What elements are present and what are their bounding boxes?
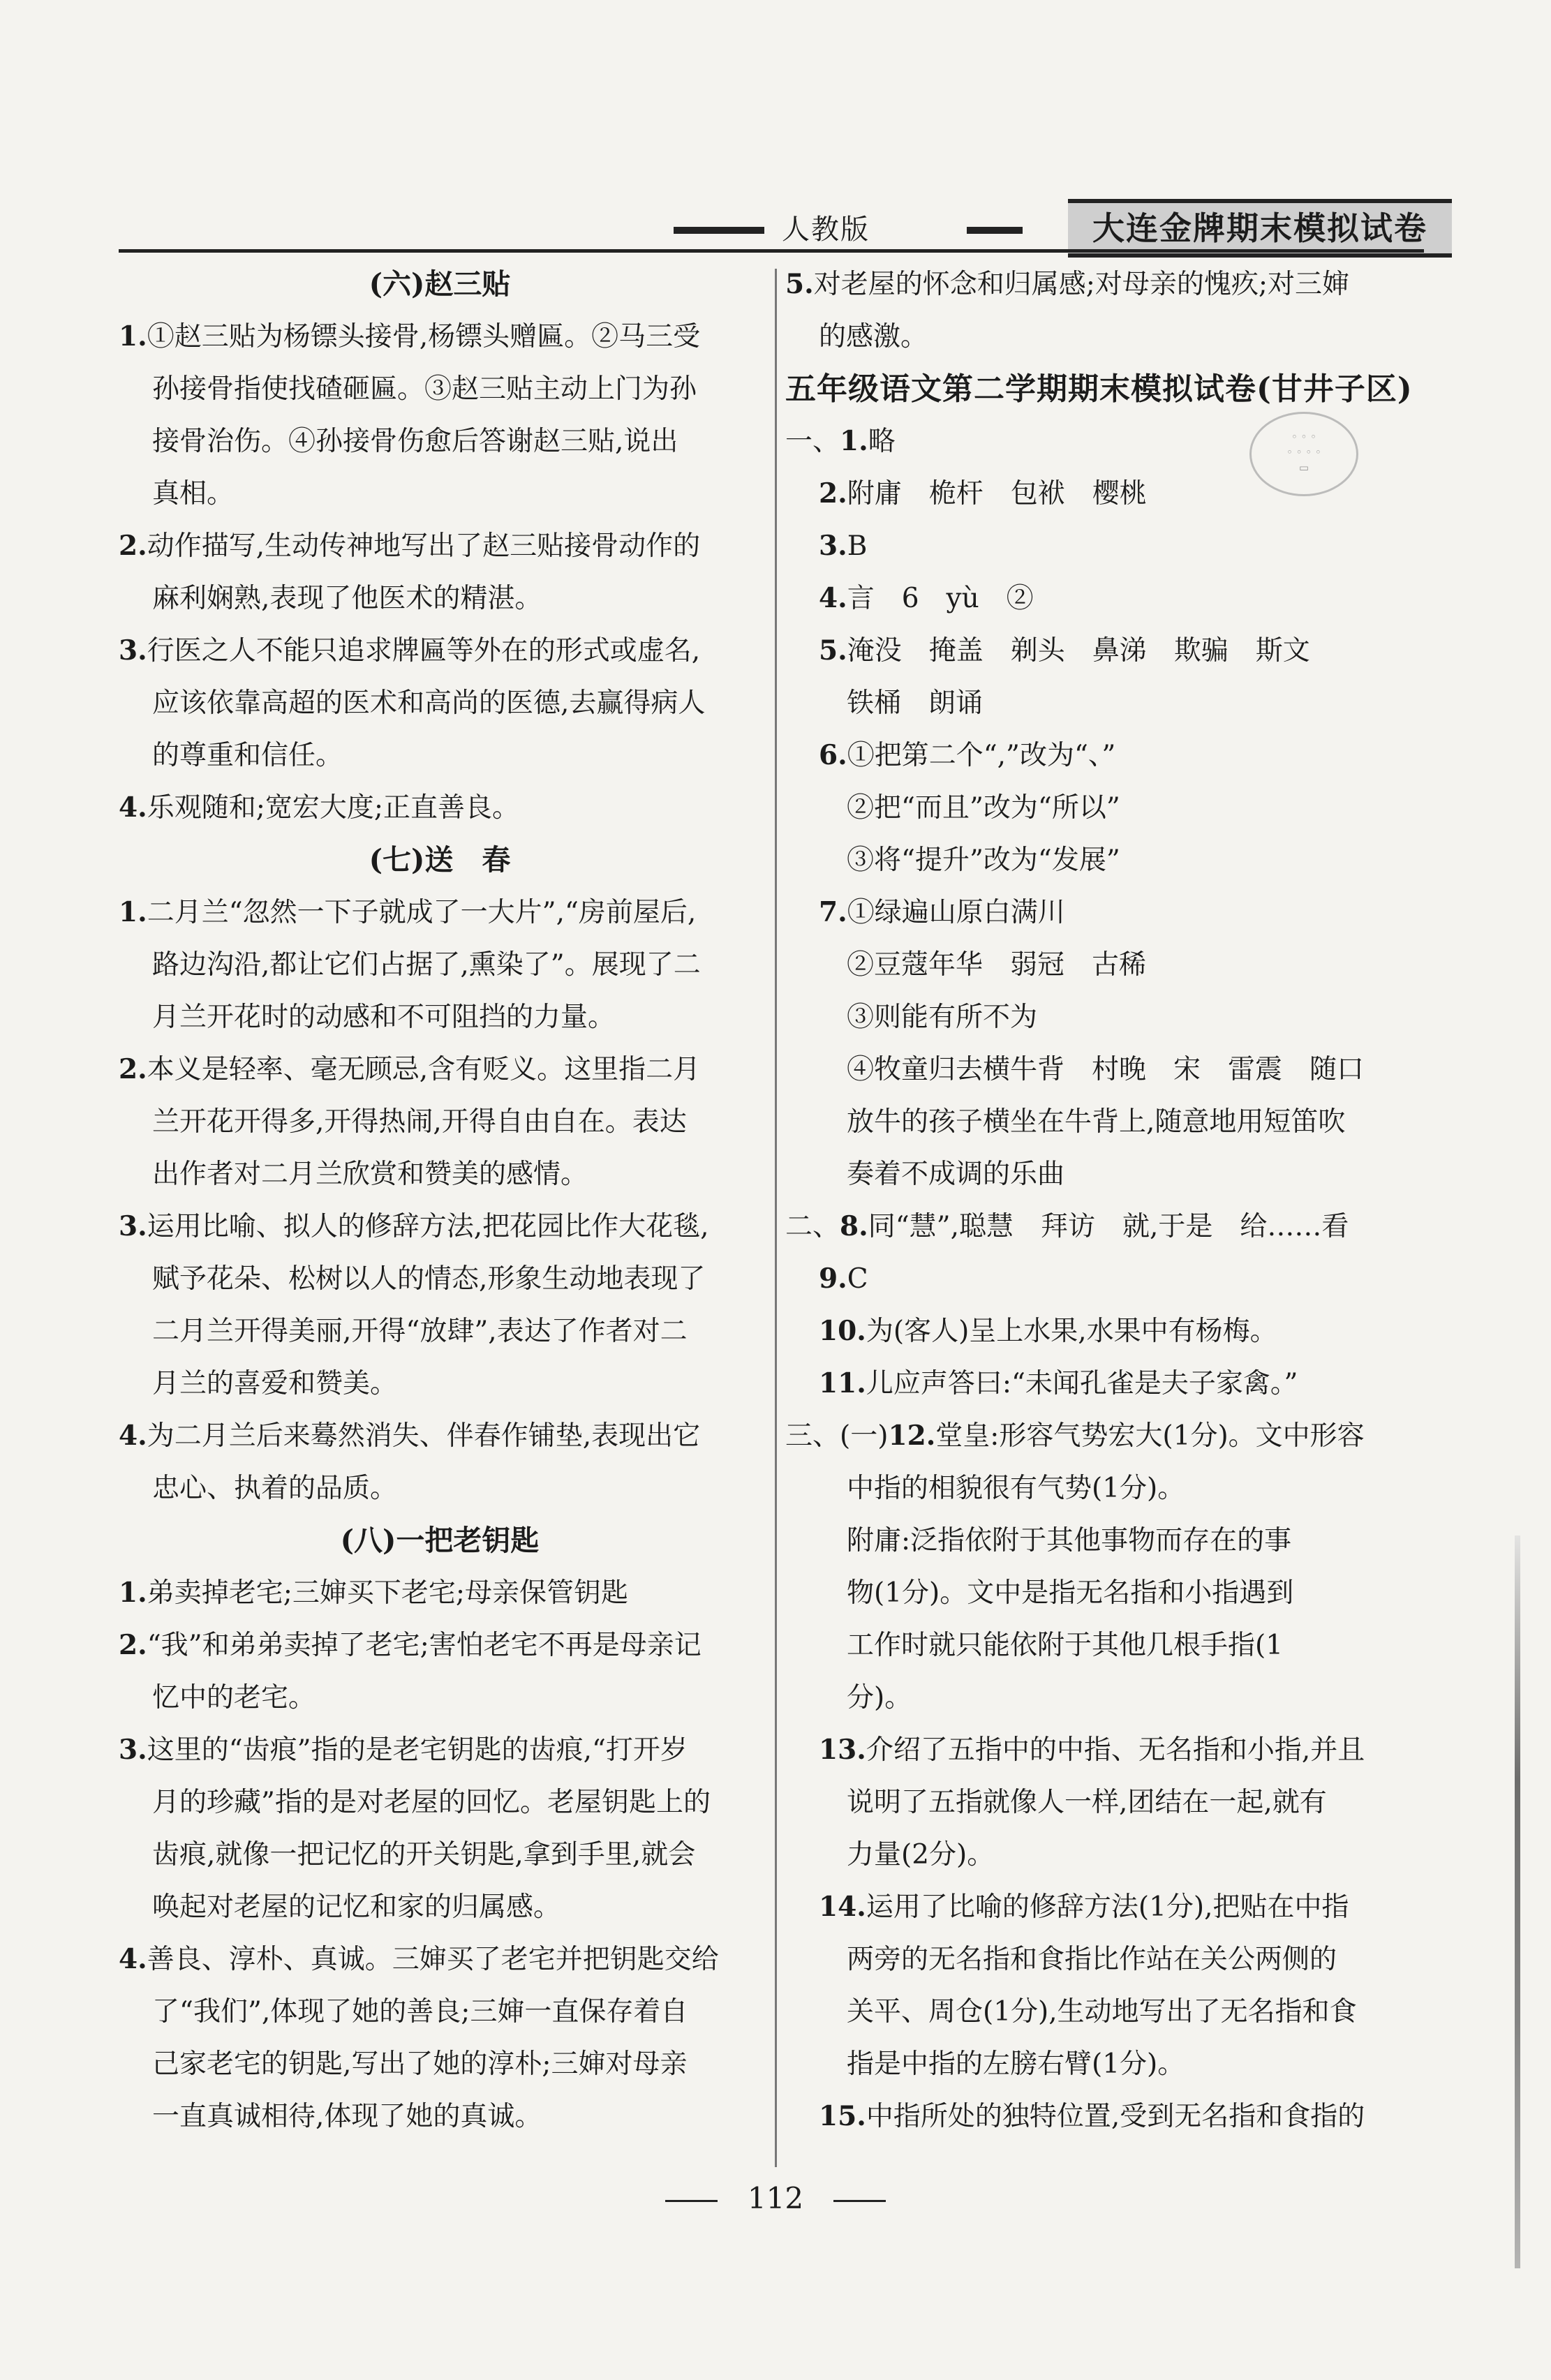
- answer-item: [785, 625, 1431, 677]
- edition-left-dash: [674, 227, 764, 234]
- answer-continuation: 的感激。: [819, 321, 928, 352]
- item-text: 儿应声答曰:“未闻孔雀是夫子家禽。”: [866, 1368, 1298, 1399]
- answer-item: [119, 520, 761, 572]
- answer-continuation: 忆中的老宅。: [152, 1682, 316, 1713]
- item-number: 4.: [119, 1943, 147, 1975]
- item-number: 3.: [119, 634, 147, 667]
- item-number: 13.: [819, 1734, 866, 1766]
- item-number: 9.: [819, 1263, 847, 1295]
- item-number: 4.: [819, 582, 847, 614]
- answer-continuation: 的尊重和信任。: [152, 740, 343, 771]
- answer-item: [785, 1305, 1431, 1358]
- item-text: 言 6 yù ②: [847, 583, 1034, 614]
- item-number: 4.: [119, 1420, 147, 1452]
- answer-item: [785, 2090, 1431, 2143]
- answer-item: [785, 729, 1431, 782]
- answer-continuation: 月的珍藏”指的是对老屋的回忆。老屋钥匙上的: [152, 1787, 711, 1818]
- answer-item: [119, 886, 761, 939]
- answer-item: [785, 1410, 1431, 1462]
- answer-continuation: 赋予花朵、松树以人的情态,形象生动地表现了: [152, 1263, 706, 1295]
- answer-continuation: 奏着不成调的乐曲: [847, 1159, 1065, 1190]
- answer-continuation: 接骨治伤。④孙接骨伤愈后答谢赵三贴,说出: [152, 426, 678, 457]
- item-text: 为(客人)呈上水果,水果中有杨梅。: [866, 1316, 1277, 1347]
- answer-continuation: 孙接骨指使找碴砸匾。③赵三贴主动上门为孙: [152, 373, 697, 405]
- answer-continuation: 分)。: [847, 1682, 912, 1713]
- item-text: 善良、淳朴、真诚。三婶买了老宅并把钥匙交给: [147, 1944, 719, 1975]
- item-number: 3.: [119, 1210, 147, 1242]
- item-number: 1.: [119, 1577, 147, 1609]
- answer-continuation: 己家老宅的钥匙,写出了她的淳朴;三婶对母亲: [152, 2048, 688, 2080]
- item-number: 2.: [119, 1629, 147, 1661]
- answer-continuation: 唤起对老屋的记忆和家的归属感。: [152, 1891, 561, 1923]
- answer-item: [785, 1200, 1431, 1253]
- answer-continuation: 工作时就只能依附于其他几根手指(1: [847, 1630, 1284, 1661]
- answer-continuation: 指是中指的左膀右臂(1分)。: [847, 2048, 1185, 2080]
- answer-continuation: 关平、周仓(1分),生动地写出了无名指和食: [847, 1996, 1357, 2028]
- answer-continuation: 路边沟沿,都让它们占据了,熏染了”。展现了二: [152, 949, 701, 981]
- answer-continuation: 月兰的喜爱和赞美。: [152, 1368, 398, 1399]
- answer-continuation: ③则能有所不为: [847, 1002, 1038, 1033]
- edition-label: 人教版: [782, 214, 870, 246]
- answer-item: [119, 1619, 761, 1672]
- answer-continuation: 了“我们”,体现了她的善良;三婶一直保存着自: [152, 1996, 688, 2028]
- item-text: 运用比喻、拟人的修辞方法,把花园比作大花毯,: [147, 1211, 709, 1242]
- answer-continuation: 真相。: [152, 478, 235, 510]
- answer-continuation: ③将“提升”改为“发展”: [847, 845, 1120, 876]
- answer-continuation: ②把“而且”改为“所以”: [847, 792, 1120, 824]
- item-text: 堂皇:形容气势宏大(1分)。文中形容: [935, 1420, 1365, 1452]
- item-number: 10.: [819, 1315, 866, 1347]
- item-number: 2.: [119, 530, 147, 562]
- item-text: C: [847, 1263, 868, 1295]
- section-prefix: 二、: [785, 1211, 840, 1242]
- answer-continuation: 放牛的孩子横坐在牛背上,随意地用短笛吹: [847, 1106, 1346, 1138]
- item-text: 同“慧”,聪慧 拜访 就,于是 给……看: [868, 1211, 1349, 1242]
- item-number: 2.: [819, 477, 847, 510]
- item-text: 介绍了五指中的中指、无名指和小指,并且: [866, 1734, 1365, 1766]
- answer-item: [785, 1881, 1431, 1933]
- answer-item: [785, 258, 1431, 311]
- answer-item: [119, 1200, 761, 1253]
- item-number: 15.: [819, 2100, 866, 2132]
- section-prefix: 三、(一): [785, 1420, 889, 1452]
- item-number: 14.: [819, 1891, 866, 1923]
- answer-continuation: 应该依靠高超的医术和高尚的医德,去赢得病人: [152, 687, 706, 719]
- item-text: 淹没 掩盖 剃头 鼻涕 欺骗 斯文: [847, 635, 1310, 667]
- item-number: 8.: [840, 1210, 868, 1242]
- header-rule: [119, 249, 1424, 253]
- section-title: (八)一把老钥匙: [340, 1524, 540, 1557]
- answer-continuation: ④牧童归去横牛背 村晚 宋 雷震 随口: [847, 1054, 1365, 1085]
- answer-continuation: 出作者对二月兰欣赏和赞美的感情。: [152, 1159, 588, 1190]
- section-prefix: 一、: [785, 426, 840, 457]
- item-number: 1.: [119, 320, 147, 352]
- answer-item: [785, 1253, 1431, 1305]
- column-divider: [775, 269, 777, 2167]
- item-number: 3.: [119, 1734, 147, 1766]
- item-text: 运用了比喻的修辞方法(1分),把贴在中指: [866, 1891, 1349, 1923]
- item-number: 1.: [840, 425, 868, 457]
- answer-item: [785, 886, 1431, 939]
- item-number: 5.: [819, 634, 847, 667]
- item-number: 4.: [119, 791, 147, 824]
- page-edge-shadow: [1515, 1535, 1520, 2268]
- answer-continuation: 物(1分)。文中是指无名指和小指遇到: [847, 1577, 1294, 1609]
- answer-item: [785, 1358, 1431, 1410]
- series-title: 大连金牌期末模拟试卷: [1068, 199, 1452, 258]
- answer-continuation: 铁桶 朗诵: [847, 687, 984, 719]
- answer-item: [119, 1724, 761, 1776]
- item-number: 12.: [888, 1420, 936, 1452]
- answer-continuation: 中指的相貌很有气势(1分)。: [847, 1473, 1185, 1504]
- item-text: ①赵三贴为杨镖头接骨,杨镖头赠匾。②马三受: [147, 321, 701, 352]
- footer-right-dash: [833, 2200, 886, 2202]
- edition-right-dash: [967, 227, 1023, 234]
- answer-continuation: 齿痕,就像一把记忆的开关钥匙,拿到手里,就会: [152, 1839, 696, 1870]
- item-text: 这里的“齿痕”指的是老宅钥匙的齿痕,“打开岁: [147, 1734, 688, 1766]
- item-text: 对老屋的怀念和归属感;对母亲的愧疚;对三婶: [813, 269, 1349, 300]
- item-text: 附庸 桅杆 包袱 樱桃: [847, 478, 1147, 510]
- item-number: 7.: [819, 896, 847, 928]
- page-number: 112: [747, 2181, 804, 2215]
- item-text: 略: [868, 426, 896, 457]
- answer-continuation: 一直真诚相待,体现了她的真诚。: [152, 2101, 542, 2132]
- answer-item: [119, 625, 761, 677]
- item-number: 1.: [119, 896, 147, 928]
- item-text: 弟卖掉老宅;三婶买下老宅;母亲保管钥匙: [147, 1577, 628, 1609]
- item-text: 行医之人不能只追求牌匾等外在的形式或虚名,: [147, 635, 701, 667]
- answer-item: [119, 782, 761, 834]
- answer-item: [785, 572, 1431, 625]
- item-text: 二月兰“忽然一下子就成了一大片”,“房前屋后,: [147, 897, 697, 928]
- answer-item: [119, 311, 761, 363]
- answer-item: [785, 1724, 1431, 1776]
- left-column: [119, 258, 761, 2143]
- item-number: 3.: [819, 530, 847, 562]
- answer-continuation: 两旁的无名指和食指比作站在关公两侧的: [847, 1944, 1337, 1975]
- item-text: 为二月兰后来蓦然消失、伴春作铺垫,表现出它: [147, 1420, 701, 1452]
- answer-continuation: 二月兰开得美丽,开得“放肆”,表达了作者对二: [152, 1316, 688, 1347]
- footer-left-dash: [665, 2200, 718, 2202]
- page-footer: [0, 2181, 1551, 2215]
- answer-continuation: 力量(2分)。: [847, 1839, 995, 1870]
- answer-continuation: 兰开花开得多,开得热闹,开得自由自在。表达: [152, 1106, 687, 1138]
- item-text: “我”和弟弟卖掉了老宅;害怕老宅不再是母亲记: [147, 1630, 702, 1661]
- item-text: ①把第二个“,”改为“、”: [847, 740, 1116, 771]
- item-text: 乐观随和;宽宏大度;正直善良。: [147, 792, 519, 824]
- item-text: B: [847, 530, 868, 562]
- answer-continuation: 麻利娴熟,表现了他医术的精湛。: [152, 583, 542, 614]
- section-title: (六)赵三贴: [369, 267, 511, 301]
- answer-item: [119, 1933, 761, 1986]
- answer-continuation: 月兰开花时的动感和不可阻挡的力量。: [152, 1002, 616, 1033]
- right-column: [785, 258, 1431, 2143]
- item-text: 动作描写,生动传神地写出了赵三贴接骨动作的: [147, 530, 701, 562]
- item-number: 6.: [819, 739, 847, 771]
- item-text: 本义是轻率、毫无顾忌,含有贬义。这里指二月: [147, 1054, 701, 1085]
- answer-item: [119, 1567, 761, 1619]
- answer-continuation: ②豆蔻年华 弱冠 古稀: [847, 949, 1147, 981]
- item-number: 5.: [785, 268, 814, 300]
- item-text: ①绿遍山原白满川: [847, 897, 1065, 928]
- answer-item: [785, 520, 1431, 572]
- section-title: (七)送 春: [369, 843, 511, 877]
- item-text: 中指所处的独特位置,受到无名指和食指的: [866, 2101, 1365, 2132]
- item-number: 11.: [819, 1367, 866, 1399]
- answer-continuation: 说明了五指就像人一样,团结在一起,就有: [847, 1787, 1327, 1818]
- answer-continuation: 忠心、执着的品质。: [152, 1473, 398, 1504]
- exam-title: 五年级语文第二学期期末模拟试卷(甘井子区): [785, 371, 1413, 407]
- page-header: [119, 199, 1427, 255]
- stamp-seal: ◦ ◦ ◦ ◦ ◦ ◦ ◦ ▭: [1249, 412, 1358, 496]
- item-number: 2.: [119, 1053, 147, 1085]
- answer-continuation: 附庸:泛指依附于其他事物而存在的事: [847, 1525, 1292, 1556]
- answer-item: [119, 1410, 761, 1462]
- answer-item: [119, 1043, 761, 1096]
